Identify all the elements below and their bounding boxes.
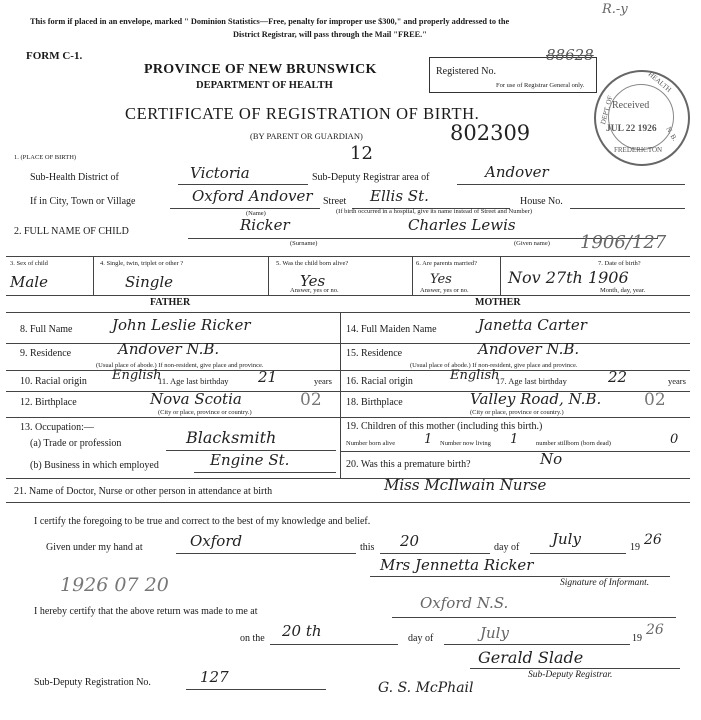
serial-number: 802309 (450, 121, 531, 145)
registered-box (429, 46, 597, 93)
given-place: Oxford (190, 532, 243, 550)
mother-age-unit: years (668, 376, 686, 386)
certification-statement: I certify the foregoing to be true and correct to the best of my knowledge and belief. (34, 516, 371, 527)
district-value: Victoria (190, 164, 250, 182)
alive-caption: Answer, yes or no. (290, 287, 339, 294)
father-residence-label: 9. Residence (20, 348, 72, 359)
father-racial-value: English (112, 368, 162, 383)
stamp-right-arc: N. B. (664, 125, 679, 143)
registered-value: 88628 (546, 46, 594, 64)
alive-value: Yes (300, 272, 326, 290)
mother-heading: MOTHER (475, 297, 521, 308)
certificate-title: CERTIFICATE OF REGISTRATION OF BIRTH. (125, 104, 480, 123)
city-label: If in City, Town or Village (30, 196, 136, 207)
born-alive-label: Number born alive (346, 440, 396, 447)
father-heading: FATHER (150, 297, 191, 308)
mother-maiden-label: 14. Full Maiden Name (346, 324, 437, 335)
father-age-value: 21 (258, 368, 278, 386)
district-label: Sub-Health District of (30, 172, 119, 183)
father-name-value: John Leslie Ricker (112, 316, 251, 334)
date-value: Nov 27th 1906 (508, 268, 629, 287)
stamp-received: Received (612, 100, 650, 111)
premature-label: 20. Was this a premature birth? (346, 459, 471, 470)
notice-line-1: This form if placed in an envelope, marked " Dominion Statistics—Free, penalty for improper use $300," and properly addressed to the (30, 17, 510, 26)
district-number: 12 (350, 143, 373, 164)
father-residence-caption: (Usual place of abode.) If non-resident, give place and province. (96, 362, 264, 369)
mother-age-value: 22 (608, 368, 628, 386)
father-age-label: 11. Age last birthday (158, 376, 229, 386)
father-birthplace-label: 12. Birthplace (20, 397, 77, 408)
father-age-unit: years (314, 376, 332, 386)
stamp-left-arc: DEPT. OF (599, 94, 615, 126)
father-birthplace-caption: (City or place, province or country.) (158, 409, 252, 416)
mother-birthplace-caption: (City or place, province or country.) (470, 409, 564, 416)
single-value: Single (125, 273, 174, 291)
registrar-initials: G. S. McPhail (378, 680, 474, 696)
name-caption: (Name) (246, 210, 266, 217)
trade-label: (a) Trade or profession (30, 438, 122, 449)
on-the-label: on the (240, 633, 265, 644)
attendant-value: Miss McIlwain Nurse (384, 476, 547, 494)
attendant-label: 21. Name of Doctor, Nurse or other person in attendance at birth (14, 486, 273, 497)
date-caption: Month, day, year. (600, 287, 646, 294)
this-label: this (360, 542, 375, 553)
stamp-inner-ring (608, 84, 674, 150)
surname-caption: (Surname) (290, 240, 318, 247)
year-value: 26 (644, 532, 662, 548)
single-label: 4. Single, twin, triplet or other ? (100, 260, 184, 267)
registrar-place: Oxford N.S. (420, 594, 509, 612)
mother-maiden-value: Janetta Carter (478, 316, 587, 334)
registrar-day-of: day of (408, 633, 434, 644)
sex-value: Male (10, 273, 48, 291)
married-caption: Answer, yes or no. (420, 287, 469, 294)
certificate-subtitle: (BY PARENT OR GUARDIAN) (250, 131, 363, 141)
alive-label: 5. Was the child born alive? (276, 260, 349, 267)
father-racial-label: 10. Racial origin (20, 376, 87, 387)
registrar-area-value: Andover (485, 163, 549, 181)
mother-racial-label: 16. Racial origin (346, 376, 413, 387)
hospital-caption: (If birth occurred in a hospital, give its name instead of Street and Number) (336, 208, 533, 215)
mother-birthplace-value: Valley Road, N.B. (470, 390, 602, 408)
premature-value: No (540, 450, 563, 468)
children-label: 19. Children of this mother (including this birth.) (346, 421, 543, 432)
born-alive-value: 1 (424, 432, 433, 447)
given-label: Given under my hand at (46, 542, 143, 553)
mother-residence-label: 15. Residence (346, 348, 403, 359)
child-name-label: 2. FULL NAME OF CHILD (14, 226, 129, 237)
informant-caption: Signature of Informant. (560, 578, 650, 588)
month-value: July (552, 530, 581, 548)
business-value: Engine St. (210, 451, 290, 469)
stillborn-label: number stillborn (born dead) (536, 440, 611, 447)
stamp-date: JUL 22 1926 (606, 124, 657, 134)
sex-label: 3. Sex of child (10, 260, 48, 267)
stamp-top-arc: HEALTH (646, 70, 673, 94)
province-heading: PROVINCE OF NEW BRUNSWICK (144, 62, 377, 77)
business-label: (b) Business in which employed (30, 460, 159, 471)
informant-signature: Mrs Jennetta Ricker (380, 556, 534, 574)
mother-residence-caption: (Usual place of abode.) If non-resident, give place and province. (410, 362, 578, 369)
date-label: 7. Date of birth? (598, 260, 641, 267)
mother-birthplace-code: 02 (644, 390, 666, 410)
registered-note: For use of Registrar General only. (496, 82, 585, 89)
day-value: 20 (400, 532, 420, 550)
child-given-name: Charles Lewis (408, 216, 516, 234)
now-living-label: Number now living (440, 440, 491, 447)
department-heading: DEPARTMENT OF HEALTH (196, 80, 333, 91)
mother-birthplace-label: 18. Birthplace (346, 397, 403, 408)
given-caption: (Given name) (514, 240, 550, 247)
registrar-year: 26 (646, 622, 664, 638)
registrar-caption: Sub-Deputy Registrar. (528, 670, 613, 680)
stamp-bottom-arc: FREDERICTON (614, 146, 663, 154)
occupation-label: 13. Occupation:— (20, 422, 94, 433)
child-ref-number: 1906/127 (580, 232, 667, 253)
married-label: 6. Are parents married? (416, 260, 478, 267)
child-surname: Ricker (240, 216, 290, 234)
place-section-label: 1. (PLACE OF BIRTH) (14, 154, 77, 161)
form-id: FORM C-1. (26, 50, 83, 62)
registrar-month: July (480, 624, 509, 642)
registrar-year-prefix: 19 (632, 633, 642, 644)
notice-line-2: District Registrar, will pass through the Mail "FREE." (233, 30, 427, 39)
registrar-statement: I hereby certify that the above return was made to me at (34, 606, 258, 617)
stillborn-value: 0 (670, 432, 679, 447)
father-residence-value: Andover N.B. (118, 340, 220, 358)
married-value: Yes (430, 272, 452, 287)
street-label: Street (323, 196, 347, 207)
trade-value: Blacksmith (186, 428, 277, 447)
year-prefix: 19 (630, 542, 640, 553)
city-value: Oxford Andover (192, 187, 313, 205)
house-label: House No. (520, 196, 563, 207)
day-of-label: day of (494, 542, 520, 553)
father-birthplace-value: Nova Scotia (150, 390, 242, 408)
registrar-signature: Gerald Slade (478, 648, 584, 667)
registration-label: Sub-Deputy Registration No. (34, 677, 151, 688)
mother-racial-value: English (450, 368, 500, 383)
now-living-value: 1 (510, 432, 519, 447)
registrar-area-label: Sub-Deputy Registrar area of (312, 172, 430, 183)
corner-mark: R.-y (602, 2, 628, 17)
street-value: Ellis St. (370, 187, 429, 205)
filed-date: 1926 07 20 (60, 574, 169, 596)
mother-residence-value: Andover N.B. (478, 340, 580, 358)
father-birthplace-code: 02 (300, 390, 322, 410)
registration-value: 127 (200, 668, 229, 686)
registrar-day: 20 th (282, 622, 322, 640)
mother-age-label: 17. Age last birthday (496, 376, 567, 386)
received-stamp (594, 70, 690, 166)
registered-label: Registered No. (436, 66, 496, 77)
father-name-label: 8. Full Name (20, 324, 73, 335)
